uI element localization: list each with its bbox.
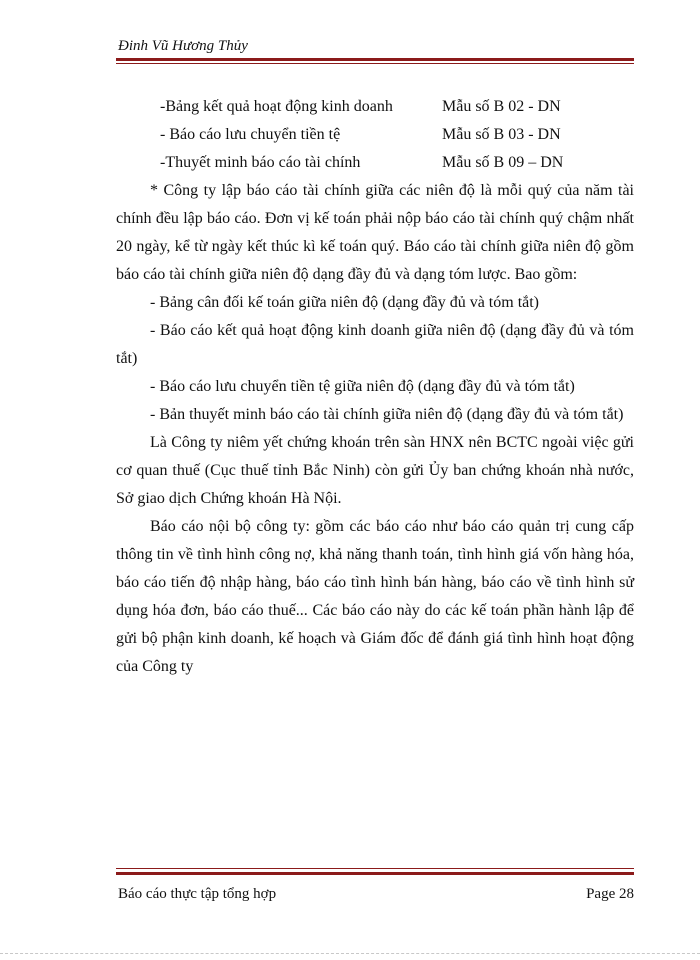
form-code: Mẫu số B 02 - DN	[442, 98, 561, 115]
paragraph-interim-reports: * Công ty lập báo cáo tài chính giữa các niên độ là mỗi quý của năm tài chính đều lập báo cáo. Đơn vị kế toán phải nộp báo cáo tài chính quý chậm nhất 20 ngày, kể từ ngày kết thúc kì kế toán quý. Báo cáo tài chính giữa niên độ gồm báo cáo tài chính giữa niên độ dạng đầy đủ và dạng tóm lược. Bao gồm:	[116, 182, 634, 283]
page-body	[116, 93, 634, 681]
paragraph-internal-reports: Báo cáo nội bộ công ty: gồm các báo cáo như báo cáo quản trị cung cấp thông tin về tình hình công nợ, khả năng thanh toán, tình hình giá vốn hàng hóa, báo cáo tiến độ nhập hàng, báo cáo tình hình bán hàng, báo cáo về tình hình sử dụng hóa đơn, báo cáo thuế... Các báo cáo này do các kế toán phần hành lập để gửi bộ phận kinh doanh, kế hoạch và Giám đốc để đánh giá tình hình hoạt động của Công ty	[116, 518, 634, 675]
header-author: Đinh Vũ Hương Thủy	[118, 38, 248, 54]
list-item: - Bảng cân đối kế toán giữa niên độ (dạng đầy đủ và tóm tắt)	[150, 294, 540, 311]
form-name: -Bảng kết quả hoạt động kinh doanh	[160, 98, 393, 115]
form-row	[116, 121, 634, 149]
page-number: Page 28	[586, 886, 634, 902]
form-row	[116, 93, 634, 121]
form-row	[116, 149, 634, 177]
form-code: Mẫu số B 09 – DN	[442, 154, 564, 171]
footer-title: Báo cáo thực tập tổng hợp	[118, 886, 277, 902]
footer-rule-thin	[116, 868, 634, 869]
form-name: -Thuyết minh báo cáo tài chính	[160, 154, 361, 171]
page-break-line	[0, 953, 700, 954]
header-rule-thick	[116, 58, 634, 61]
list-item: - Báo cáo kết quả hoạt động kinh doanh giữa niên độ (dạng đầy đủ và tóm tắt)	[116, 322, 634, 367]
header-rule-thin	[116, 63, 634, 64]
list-item: - Bản thuyết minh báo cáo tài chính giữa niên độ (dạng đầy đủ và tóm tắt)	[150, 406, 624, 423]
form-code: Mẫu số B 03 - DN	[442, 126, 561, 143]
paragraph-listed-company: Là Công ty niêm yết chứng khoán trên sàn HNX nên BCTC ngoài việc gửi cơ quan thuế (Cục thuế tỉnh Bắc Ninh) còn gửi Ủy ban chứng khoán nhà nước, Sở giao dịch Chứng khoán Hà Nội.	[116, 434, 634, 507]
form-name: - Báo cáo lưu chuyển tiền tệ	[160, 126, 341, 143]
footer-rule-thick	[116, 872, 634, 875]
list-item: - Báo cáo lưu chuyển tiền tệ giữa niên độ (dạng đầy đủ và tóm tắt)	[150, 378, 575, 395]
